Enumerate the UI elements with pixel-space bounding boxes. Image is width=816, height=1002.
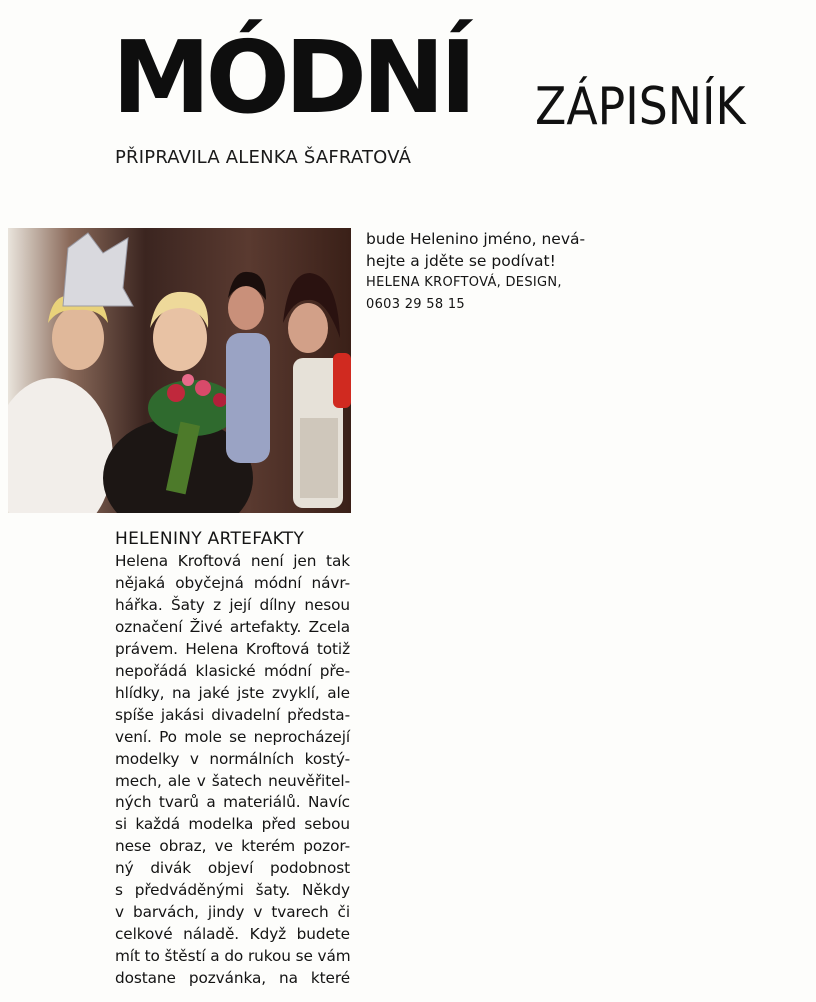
text-line: ných tvarů a materiálů. Navíc <box>115 793 350 812</box>
photo-illustration <box>8 228 351 513</box>
text-line: vení. Po mole se neprocházejí <box>115 727 350 746</box>
text-line: s předváděnými šaty. Někdy <box>115 881 350 900</box>
text-line: mít to štěstí a do rukou se vám <box>115 947 351 966</box>
contact-line: HELENA KROFTOVÁ, DESIGN, <box>366 275 562 290</box>
text-line: hejte a jděte se podívat! <box>366 252 556 270</box>
article-column <box>115 528 350 990</box>
byline: PŘIPRAVILA ALENKA ŠAFRATOVÁ <box>115 147 412 168</box>
text-line: si každá modelka před sebou <box>115 815 350 834</box>
text-line: Helena Kroftová není jen tak <box>115 552 350 570</box>
text-line: hlídky, na jaké jste zvyklí, ale <box>115 683 350 702</box>
text-line: bude Helenino jméno, nevá- <box>366 230 586 248</box>
text-line: nepořádá klasické módní pře- <box>115 661 350 680</box>
text-line: modelky v normálních kostý- <box>115 749 350 768</box>
text-line: celkové náladě. Když budete <box>115 925 350 944</box>
text-line: dostane pozvánka, na které <box>115 969 350 988</box>
fashion-show-photo <box>8 228 351 513</box>
text-line: spíše jakási divadelní předsta- <box>115 705 350 724</box>
text-line: právem. Helena Kroftová totiž <box>115 639 350 658</box>
article-heading: HELENINY ARTEFAKTY <box>115 529 305 549</box>
text-line: v barvách, jindy v tvarech či <box>115 903 350 922</box>
continued-column <box>366 228 586 316</box>
text-line: hářka. Šaty z její dílny nesou <box>115 595 350 614</box>
text-line: nese obraz, ve kterém pozor- <box>115 837 350 856</box>
text-line: nějaká obyčejná módní návr- <box>115 573 350 592</box>
text-line: mech, ale v šatech neuvěřitel- <box>115 771 350 790</box>
text-line: označení Živé artefakty. Zcela <box>115 617 350 636</box>
contact-line: 0603 29 58 15 <box>366 297 466 312</box>
page-title: MÓDNÍ <box>112 19 472 136</box>
page-subtitle: ZÁPISNÍK <box>535 77 746 137</box>
text-line: ný divák objeví podobnost <box>115 859 350 878</box>
